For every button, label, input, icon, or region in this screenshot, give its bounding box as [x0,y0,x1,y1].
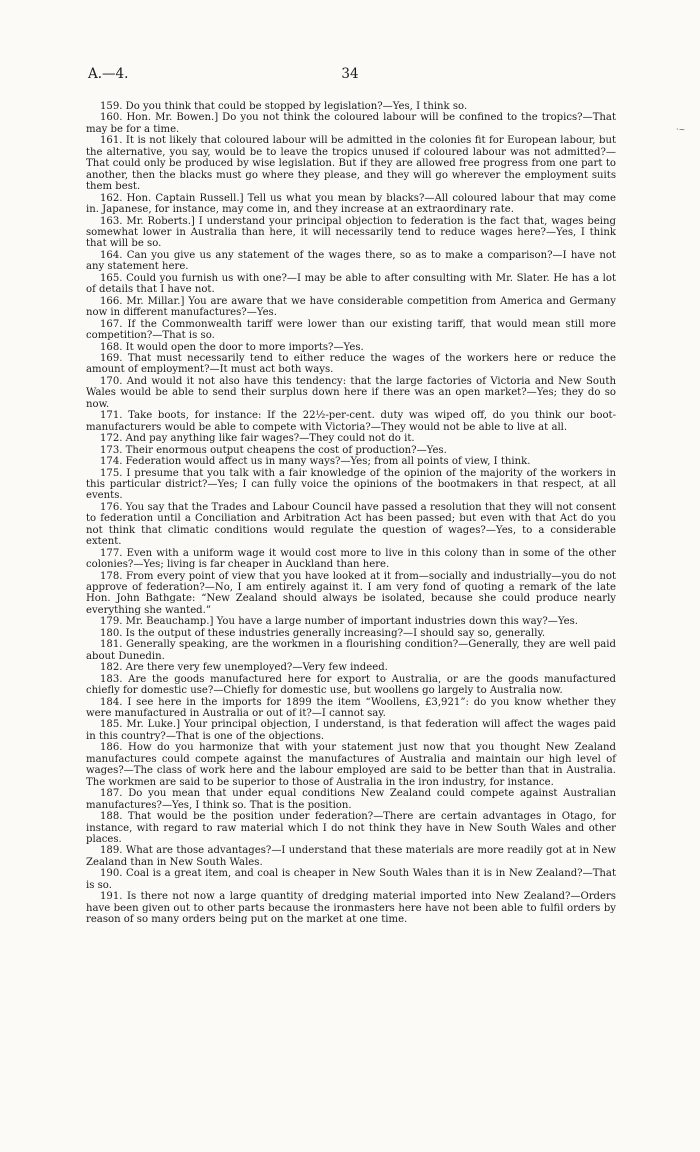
question-169: 169. That must necessarily tend to either reduce the wages of the workers here or reduce the amount of employment?—It must act both ways. [86,352,616,376]
question-179: 179. Mr. Beauchamp.] You have a large number of important industries down this way?—Yes. [100,616,579,628]
page-header [88,66,612,82]
question-171: 171. Take boots, for instance: If the 22½-per-cent. duty was wiped off, do you think our boot-manufacturers would be able to compete with Victoria?—They would not be able to live at all. [86,410,616,433]
question-181: 181. Generally speaking, are the workmen in a flourishing condition?—Generally, they are well paid about Dunedin. [86,639,616,662]
margin-speck: ·~ [676,125,686,134]
question-185: 185. Mr. Luke.] Your principal objection, I understand, is that federation will affect the wages paid in this country?—That is one of the objections. [86,719,616,742]
question-174: 174. Federation would affect us in many ways?—Yes; from all points of view, I think. [100,456,531,468]
question-167: 167. If the Commonwealth tariff were lower than our existing tariff, that would mean still more competition?—That is so. [86,318,616,342]
question-188: 188. That would be the position under federation?—There are certain advantages in Otago, for instance, with regard to raw material which I do not think they have in New South Wales and other places. [86,811,616,845]
question-187: 187. Do you mean that under equal conditions New Zealand could compete against Australian manufactures?—Yes, I think so. That is the position. [86,788,616,811]
question-183: 183. Are the goods manufactured here for export to Australia, or are the goods manufactured chiefly for domestic use?—Chiefly for domestic use, but woollens go largely to Australia now. [86,673,616,697]
question-173: 173. Their enormous output cheapens the cost of production?—Yes. [100,444,447,456]
question-170: 170. And would it not also have this tendency: that the large factories of Victoria and New South Wales would be able to send their surplus down here if there was an open market?—Yes; they do so now. [86,375,616,410]
transcript-body [86,101,616,926]
question-177: 177. Even with a uniform wage it would cost more to live in this colony than in some of the other colonies?—Yes; living is far cheaper in Auckland than here. [86,547,616,571]
question-172: 172. And pay anything like fair wages?—They could not do it. [100,433,415,445]
question-182: 182. Are there very few unemployed?—Very few indeed. [100,662,388,674]
question-168: 168. It would open the door to more imports?—Yes. [100,341,364,353]
question-164: 164. Can you give us any statement of the wages there, so as to make a comparison?—I have not any statement here. [86,249,616,273]
document-reference: A.—4. [88,66,129,82]
page-number: 34 [341,66,359,82]
question-186: 186. How do you harmonize that with your statement just now that you thought New Zealand manufactures could compete against the manufactures of Australia and maintain our high level of wages?—The class of work here and the labour employed are said to be better than that in Australia. The workmen are said to be superior to those of Australia in the iron industry, for instance. [86,742,616,788]
question-161: 161. It is not likely that coloured labour will be admitted in the colonies fit for European labour, but the alternative, you say, would be to leave the tropics unused if coloured labour was not admitted?—That could only be produced by wise legislation. But if they are allowed free progress from one part to another, then the blacks must go where they please, and they will go wherever the employment suits them best. [86,135,616,193]
question-190: 190. Coal is a great item, and coal is cheaper in New South Wales than it is in New Zealand?—That is so. [86,868,616,891]
question-165: 165. Could you furnish us with one?—I may be able to after consulting with Mr. Slater. He has a lot of details that I have not. [86,272,616,296]
question-191: 191. Is there not now a large quantity of dredging material imported into New Zealand?—Orders have been given out to other parts because the ironmasters here have not been able to fulfil orders by reason of so many orders being put on the market at one time. [86,891,616,926]
question-178: 178. From every point of view that you have looked at it from—socially and industrially—you do not approve of federation?—No, I am entirely against it. I am very fond of quoting a remark of the late Hon. John Bathgate: “New Zealand should always be isolated, because she could produce nearly everything she wanted.” [86,570,616,616]
question-180: 180. Is the output of these industries generally increasing?—I should say so, generally. [100,627,546,639]
question-163: 163. Mr. Roberts.] I understand your principal objection to federation is the fact that, wages being somewhat lower in Australia than here, it will necessarily tend to reduce wages here?—Yes, I think that will be so. [86,215,616,250]
question-184: 184. I see here in the imports for 1899 the item “Woollens, £3,921”: do you know whether they were manufactured in Australia or out of it?—I cannot say. [86,696,616,720]
question-159: 159. Do you think that could be stopped by legislation?—Yes, I think so. [100,101,468,112]
question-162: 162. Hon. Captain Russell.] Tell us what you mean by blacks?—All coloured labour that may come in. Japanese, for instance, may come in, and they increase at an extraordinary rate. [86,192,616,216]
question-160: 160. Hon. Mr. Bowen.] Do you not think the coloured labour will be confined to the tropics?—That may be for a time. [86,112,616,135]
question-189: 189. What are those advantages?—I understand that these materials are more readily got at in New Zealand than in New South Wales. [86,845,616,868]
question-176: 176. You say that the Trades and Labour Council have passed a resolution that they will not consent to federation until a Conciliation and Arbitration Act has been passed; but even with that Act do you not think that climatic conditions would regulate the question of wages?—Yes, to a considerable extent. [86,501,616,548]
question-166: 166. Mr. Millar.] You are aware that we have considerable competition from America and Germany now in different manufactures?—Yes. [86,295,616,319]
question-175: 175. I presume that you talk with a fair knowledge of the opinion of the majority of the workers in this particular district?—Yes; I can fully voice the opinions of the bootmakers in that respect, at all events. [86,467,616,502]
